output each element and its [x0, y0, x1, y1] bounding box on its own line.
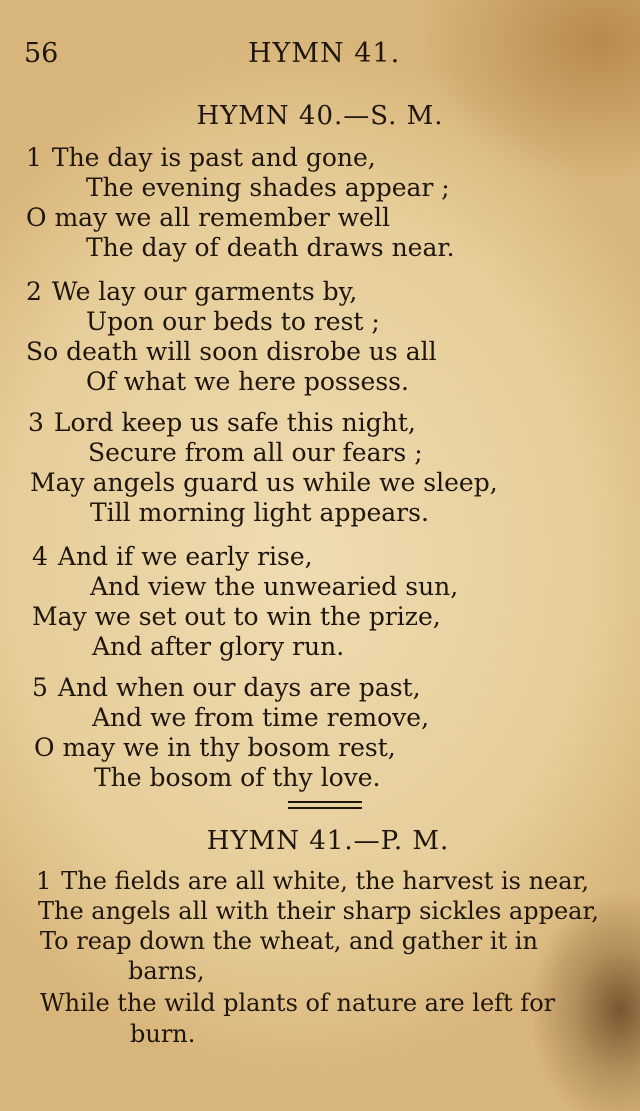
verse-line: 1 The day is past and gone,: [26, 143, 376, 172]
verse-number: 4: [32, 542, 48, 571]
verse-line: So death will soon disrobe us all: [26, 337, 437, 366]
verse-number: 1: [26, 143, 42, 172]
running-head: HYMN 41.: [248, 38, 401, 69]
verse-line: O may we in thy bosom rest,: [34, 733, 396, 762]
verse-line: Secure from all our fears ;: [88, 438, 423, 467]
hymn-title: HYMN 40.—S. M.: [196, 101, 444, 131]
verse-line: 5 And when our days are past,: [32, 673, 421, 702]
verse-number: 2: [26, 277, 42, 306]
verse-line: And after glory run.: [92, 632, 345, 661]
verse-number: 5: [32, 673, 48, 702]
verse-line: The angels all with their sharp sickles appear,: [38, 897, 599, 925]
verse-line: 1 The fields are all white, the harvest is near,: [36, 867, 590, 895]
verse-line: And view the unwearied sun,: [90, 572, 459, 601]
section-divider: [288, 801, 362, 809]
verse-number: 3: [28, 408, 44, 437]
verse-line: May we set out to win the prize,: [32, 602, 441, 631]
hymn-title: HYMN 41.—P. M.: [206, 826, 450, 856]
page-header: [0, 38, 640, 78]
verse-line: 4 And if we early rise,: [32, 542, 313, 571]
verse-line: Upon our beds to rest ;: [86, 307, 380, 336]
verse-line: Till morning light appears.: [90, 498, 429, 527]
verse-line: 2 We lay our garments by,: [26, 277, 358, 306]
verse-number: 1: [36, 867, 52, 895]
verse-line: 3 Lord keep us safe this night,: [28, 408, 416, 437]
verse-line: barns,: [128, 957, 205, 985]
page-number: 56: [24, 38, 59, 69]
verse-line: While the wild plants of nature are left for: [40, 989, 556, 1017]
verse-line: And we from time remove,: [92, 703, 430, 732]
verse-line: May angels guard us while we sleep,: [30, 468, 498, 497]
verse-line: To reap down the wheat, and gather it in: [40, 927, 538, 955]
verse-line: O may we all remember well: [26, 203, 390, 232]
verse-line: burn.: [130, 1020, 196, 1048]
verse-line: The day of death draws near.: [86, 233, 455, 262]
verse-line: Of what we here possess.: [86, 367, 409, 396]
verse-line: The bosom of thy love.: [94, 763, 381, 792]
verse-line: The evening shades appear ;: [86, 173, 450, 202]
